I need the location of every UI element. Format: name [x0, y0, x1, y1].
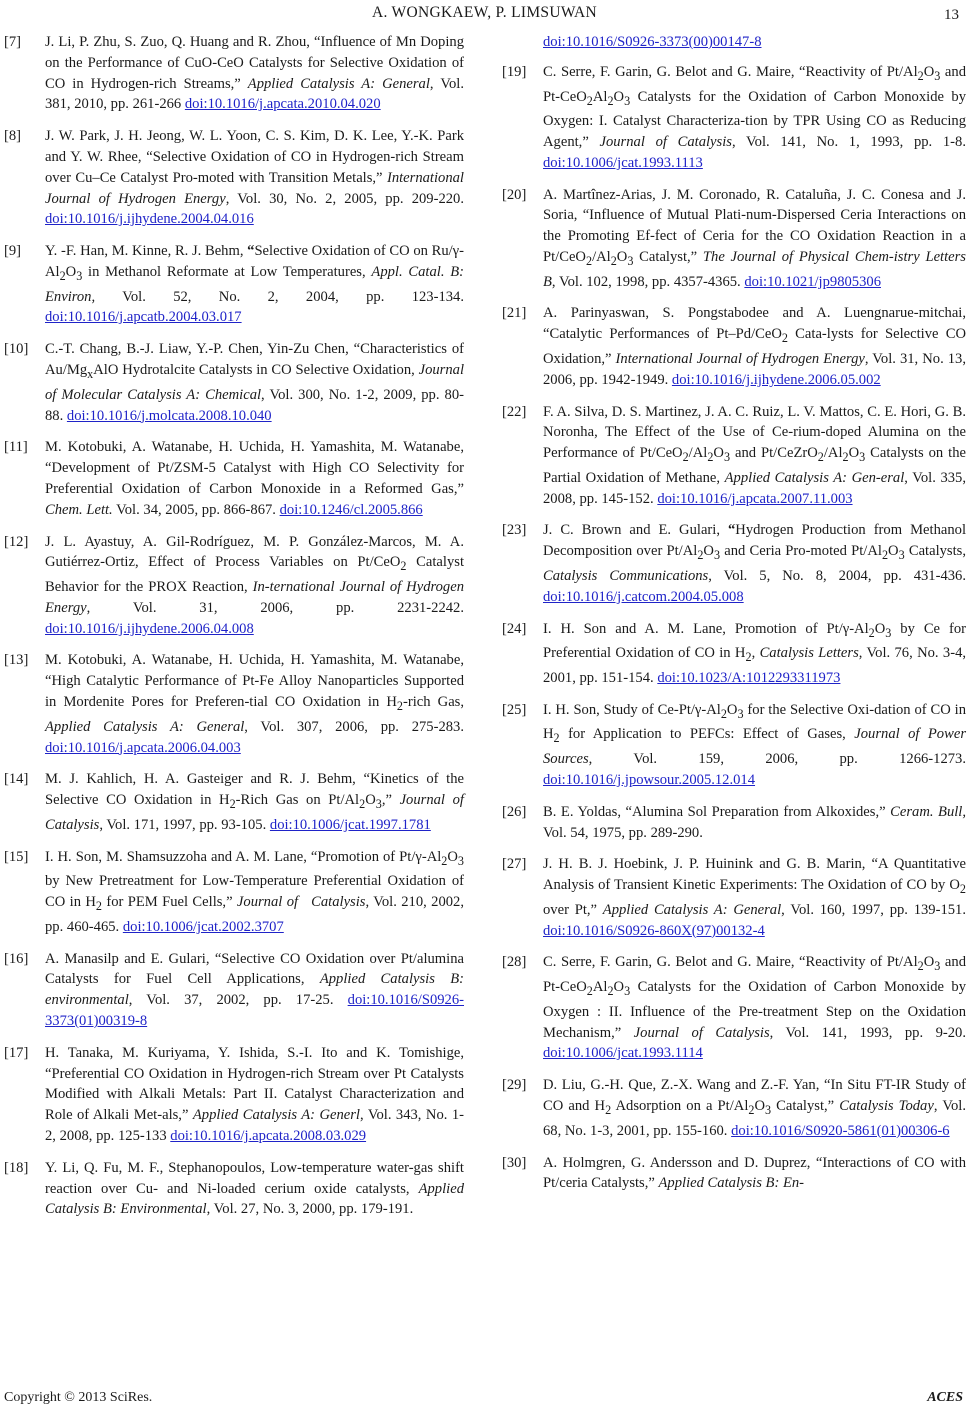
reference-number: [10] — [4, 341, 29, 358]
doi-link[interactable]: doi:10.1016/j.catcom.2004.05.008 — [543, 588, 744, 605]
reference-number: [28] — [502, 954, 527, 971]
reference-text: Y. -F. Han, M. Kinne, R. J. Behm, “Selective Oxidation of CO on $Ru/\gamma-Al_2O_3$ in Methanol Reformate at Low Temperatures, Appl. Catal. B: Environ, Vol. 52, No. 2, 2004, pp. 123-134. doi:10.1016/j.apcatb.2004.03.017 — [45, 243, 465, 326]
doi-link[interactable]: doi:10.1016/j.ijhydene.2004.04.016 — [45, 211, 254, 228]
reference-entry — [4, 126, 464, 230]
reference-text: J. H. B. J. Hoebink, J. P. Huinink and G. B. Marin, “A Quantitative Analysis of Transient Kinetic Experiments: The Oxidation of CO by $O_2$ over Pt,” Applied Catalysis A: General, Vol. 160, 1997, pp. 139-151. doi:10.1016/S0926-860X(97)00132-4 — [543, 856, 966, 939]
doi-link[interactable]: doi:10.1016/j.apcata.2006.04.003 — [45, 739, 241, 756]
doi-link[interactable]: doi:10.1016/j.apcata.2008.03.029 — [170, 1128, 367, 1144]
reference-entry — [4, 949, 464, 1032]
copyright-notice: Copyright © 2013 SciRes. — [4, 1390, 153, 1405]
reference-entry — [502, 1153, 966, 1195]
reference-entry — [502, 303, 966, 390]
doi-link[interactable]: doi:10.1016/j.apcata.2010.04.020 — [184, 96, 381, 113]
doi-link[interactable]: doi:10.1006/jcat.1997.1781 — [269, 816, 431, 833]
reference-text: C.-T. Chang, B.-J. Liaw, Y.-P. Chen, Yin-Zu Chen, “Characteristics of $Au/Mg_xAlO$ Hydrotalcite Catalysts in CO Selective Oxidation, Journal of Molecular Catalysis A: Chemical, Vol. 300, No. 1-2, 2009, pp. 80-88. doi:10.1016/j.molcata.2008.10.040 — [45, 341, 464, 424]
journal-abbreviation: ACES — [927, 1390, 963, 1405]
reference-text: A. Parinyaswan, S. Pongstabodee and A. Luengnarue-mitchai, “Catalytic Performances of Pt–Pd/CeO$_2$ Cata-lysts for Selective CO Oxidation,” International Journal of Hydrogen Energy, Vol. 31, No. 13, 2006, pp. 1942-1949. doi:10.1016/j.ijhydene.2006.05.002 — [543, 305, 966, 388]
doi-link[interactable]: doi:10.1016/j.molcata.2008.10.040 — [66, 407, 272, 424]
reference-entry — [4, 241, 464, 328]
reference-number: [15] — [4, 848, 29, 865]
reference-entry — [4, 650, 464, 758]
reference-entry — [4, 437, 464, 520]
reference-number: [9] — [4, 243, 22, 260]
doi-link[interactable]: doi:10.1016/j.apcata.2007.11.003 — [657, 490, 853, 507]
reference-text: M. Kotobuki, A. Watanabe, H. Uchida, H. Yamashita, M. Watanabe, “High Catalytic Performance of Pt-Fe Alloy Nanoparticles Supported in Mordenite Pores for Preferen-tial CO Oxidation in $H_2$-rich Gas, Applied Catalysis A: General, Vol. 307, 2006, pp. 275-283. doi:10.1016/j.apcata.2006.04.003 — [45, 652, 465, 756]
page-number: 13 — [944, 7, 959, 23]
reference-number: [23] — [502, 522, 527, 539]
doi-link[interactable]: doi:10.1016/S0926-860X(97)00132-4 — [543, 922, 765, 939]
doi-link[interactable]: doi:10.1016/j.apcatb.2004.03.017 — [45, 309, 242, 326]
reference-entry — [4, 32, 464, 115]
reference-text: Y. Li, Q. Fu, M. F., Stephanopoulos, Low-temperature water-gas shift reaction over Cu- and Ni-loaded cerium oxide catalysts, Applied Catalysis B: Environmental, Vol. 27, No. 3, 2000, pp. 179-191. — [45, 1159, 464, 1218]
doi-link[interactable]: doi:10.1016/j.ijhydene.2006.05.002 — [671, 371, 881, 388]
reference-text: J. L. Ayastuy, A. Gil-Rodríguez, M. P. González-Marcos, M. A. Gutiérrez-Ortiz, Effect of Process Variables on Pt/CeO$_2$ Catalyst Behavior for the PROX Reaction, In-ternational Journal of Hydrogen Energy, Vol. 31, 2006, pp. 2231-2242. doi:10.1016/j.ijhydene.2006.04.008 — [45, 533, 464, 637]
doi-link[interactable]: doi:10.1006/jcat.2002.3707 — [122, 918, 284, 935]
reference-number: [19] — [502, 63, 527, 80]
reference-number: [21] — [502, 305, 527, 322]
reference-number: [27] — [502, 856, 527, 873]
reference-number: [24] — [502, 620, 527, 637]
reference-number: [22] — [502, 403, 527, 420]
reference-entry — [502, 952, 966, 1064]
reference-entry — [502, 619, 966, 689]
doi-link[interactable]: doi:10.1023/A:1012293311973 — [657, 669, 841, 686]
reference-number: [14] — [4, 771, 29, 788]
reference-number: [25] — [502, 701, 527, 718]
reference-number: [17] — [4, 1044, 29, 1061]
reference-number: [30] — [502, 1154, 527, 1171]
reference-number: [12] — [4, 533, 29, 550]
reference-text: A. Holmgren, G. Andersson and D. Duprez, “Interactions of CO with Pt/ceria Catalysts,” Applied Catalysis B: En- — [543, 1154, 966, 1192]
reference-text: I. H. Son, Study of $Ce-Pt/\gamma-Al_2O_3$ for the Selective Oxi-dation of CO in $H_2$ for Application to PEFCs: Effect of Gases, Journal of Power Sources, Vol. 159, 2006, pp. 1266-1273. doi:10.1016/j.jpowsour.2005.12.014 — [543, 701, 966, 788]
reference-entry — [502, 185, 966, 293]
doi-link[interactable]: doi:10.1016/S0926-3373(00)00147-8 — [543, 34, 762, 50]
reference-entry — [4, 532, 464, 640]
reference-number: [18] — [4, 1159, 29, 1176]
doi-link[interactable]: doi:10.1006/jcat.1993.1113 — [543, 154, 703, 171]
doi-link[interactable]: doi:10.1006/jcat.1993.1114 — [543, 1045, 703, 1062]
reference-entry — [502, 520, 966, 607]
reference-number: [13] — [4, 652, 29, 669]
reference-number: [11] — [4, 439, 28, 456]
doi-link[interactable]: doi:10.1016/S0926-3373(01)00319-8 — [45, 992, 464, 1030]
reference-text: A. Manasilp and E. Gulari, “Selective CO Oxidation over Pt/alumina Catalysts for Fuel Cell Applications, Applied Catalysis B: environmental, Vol. 37, 2002, pp. 17-25. doi:10.1016/S0926-3373(01)00319-8 — [45, 950, 464, 1030]
doi-link[interactable]: doi:10.1016/j.ijhydene.2006.04.008 — [45, 620, 254, 637]
reference-text: I. H. Son and A. M. Lane, Promotion of $Pt/\gamma-Al_2O_3$ by Ce for Preferential Oxidation of CO in $H_2$, Catalysis Letters, Vol. 76, No. 3-4, 2001, pp. 151-154. doi:10.1023/A:1012293311973 — [543, 620, 967, 686]
references-left-column — [4, 32, 464, 1231]
doi-link[interactable]: doi:10.1016/j.jpowsour.2005.12.014 — [543, 771, 756, 788]
reference-text: J. W. Park, J. H. Jeong, W. L. Yoon, C. S. Kim, D. K. Lee, Y.-K. Park and Y. W. Rhee, “Selective Oxidation of CO in Hydrogen-rich Stream over Cu–Ce Catalyst Pro-moted with Transition Metals,” International Journal of Hydrogen Energy, Vol. 30, No. 2, 2005, pp. 209-220. doi:10.1016/j.ijhydene.2004.04.016 — [45, 128, 464, 228]
reference-entry — [4, 1043, 464, 1147]
reference-number: [29] — [502, 1077, 527, 1094]
reference-number: [20] — [502, 186, 527, 203]
reference-text: C. Serre, F. Garin, G. Belot and G. Maire, “Reactivity of $Pt/Al_2O_3$ and $Pt-CeO_2Al_2O_3$ Catalysts for the Oxidation of Carbon Monoxide by Oxygen: I. Catalyst Characteriza-tion by TPR Using CO as Reducing Agent,” Journal of Catalysis, Vol. 141, No. 1, 1993, pp. 1-8. doi:10.1006/jcat.1993.1113 — [543, 63, 966, 171]
reference-entry — [502, 854, 966, 941]
running-head-authors: A. WONGKAEW, P. LIMSUWAN — [371, 4, 598, 21]
reference-text: F. A. Silva, D. S. Martinez, J. A. C. Ruiz, L. V. Mattos, C. E. Hori, G. B. Noronha, The Effect of the Use of Ce-rium-doped Alumina on the Performance of $Pt/CeO_2/Al_2O_3$ and $Pt/CeZrO_2/Al_2O_3$ Catalysts on the Partial Oxidation of Methane, Applied Catalysis A: Gen-eral, Vol. 335, 2008, pp. 145-152. doi:10.1016/j.apcata.2007.11.003 — [543, 403, 966, 507]
reference-entry — [502, 62, 966, 174]
reference-text: J. C. Brown and E. Gulari, “Hydrogen Production from Methanol Decomposition over $Pt/Al_2O_3$ and Ceria Pro-moted $Pt/Al_2O_3$ Catalysts, Catalysis Communications, Vol. 5, No. 8, 2004, pp. 431-436. doi:10.1016/j.catcom.2004.05.008 — [543, 522, 967, 605]
reference-continuation — [502, 32, 966, 53]
reference-entry — [502, 402, 966, 510]
reference-entry — [4, 769, 464, 835]
reference-text: J. Li, P. Zhu, S. Zuo, Q. Huang and R. Zhou, “Influence of Mn Doping on the Performance of CuO-CeO Catalysts for Selective Oxidation of CO in Hydrogen-rich Streams,” Applied Catalysis A: General, Vol. 381, 2010, pp. 261-266 doi:10.1016/j.apcata.2010.04.020 — [45, 34, 464, 113]
reference-number: [8] — [4, 128, 22, 145]
reference-text: M. J. Kahlich, H. A. Gasteiger and R. J. Behm, “Kinetics of the Selective CO Oxidation in $H_2$-Rich Gas on $Pt/Al_2O_3$,” Journal of Catalysis, Vol. 171, 1997, pp. 93-105. doi:10.1006/jcat.1997.1781 — [45, 771, 464, 833]
reference-entry — [4, 1158, 464, 1220]
reference-number: [26] — [502, 803, 527, 820]
doi-link[interactable]: doi:10.1246/cl.2005.866 — [279, 501, 423, 518]
reference-entry — [502, 700, 966, 791]
doi-link[interactable]: doi:10.1016/S0920-5861(01)00306-6 — [731, 1122, 950, 1139]
reference-entry — [502, 802, 966, 844]
references-right-column — [502, 32, 966, 1205]
reference-entry — [4, 847, 464, 938]
reference-text: H. Tanaka, M. Kuriyama, Y. Ishida, S.-I. Ito and K. Tomishige, “Preferential CO Oxidation in Hydrogen-rich Stream over Pt Catalysts Modified with Alkali Metals: Part II. Catalyst Characterization and Role of Alkali Met-als,” Applied Catalysis A: Generl, Vol. 343, No. 1-2, 2008, pp. 125-133 doi:10.1016/j.apcata.2008.03.029 — [45, 1044, 464, 1144]
reference-text: M. Kotobuki, A. Watanabe, H. Uchida, H. Yamashita, M. Watanabe, “Development of Pt/ZSM-5 Catalyst with High CO Selectivity for Preferential Oxidation of Carbon Monoxide in a Reformed Gas,” Chem. Lett. Vol. 34, 2005, pp. 866-867. doi:10.1246/cl.2005.866 — [45, 439, 464, 518]
reference-number: [16] — [4, 950, 29, 967]
reference-entry — [502, 1075, 966, 1141]
page-header — [0, 4, 969, 24]
reference-number: [7] — [4, 34, 22, 50]
reference-text: C. Serre, F. Garin, G. Belot and G. Maire, “Reactivity of $Pt/Al_2O_3$ and $Pt-CeO_2Al_2O_3$ Catalysts for the Oxidation of Carbon Monoxide by Oxygen : II. Influence of the Pre-treatment Step on the Oxidation Mechanism,” Journal of Catalysis, Vol. 141, 1993, pp. 9-20. doi:10.1006/jcat.1993.1114 — [543, 954, 966, 1062]
reference-text: D. Liu, G.-H. Que, Z.-X. Wang and Z.-F. Yan, “In Situ FT-IR Study of CO and $H_2$ Adsorption on a $Pt/Al_2O_3$ Catalyst,” Catalysis Today, Vol. 68, No. 1-3, 2001, pp. 155-160. doi:10.1016/S0920-5861(01)00306-6 — [543, 1077, 966, 1139]
reference-entry — [4, 339, 464, 426]
doi-link[interactable]: doi:10.1021/jp9805306 — [744, 273, 881, 290]
reference-text: I. H. Son, M. Shamsuzzoha and A. M. Lane, “Promotion of $Pt/\gamma-Al_2O_3$ by New Pretreatment for Low-Temperature Preferential Oxidation of CO in $H_2$ for PEM Fuel Cells,” Journal of Catalysis, Vol. 210, 2002, pp. 460-465. doi:10.1006/jcat.2002.3707 — [45, 848, 464, 935]
page-footer — [0, 1390, 969, 1410]
reference-text: A. Martînez-Arias, J. M. Coronado, R. Cataluña, J. C. Conesa and J. Soria, “Influence of Mutual Plati-num-Dispersed Ceria Interactions on the Promoting Ef-fect of Ceria for the CO Oxidation Reaction in a $Pt/CeO_2/Al_2O_3$ Catalyst,” The Journal of Physical Chem-istry Letters B, Vol. 102, 1998, pp. 4357-4365. doi:10.1021/jp9805306 — [543, 186, 966, 290]
reference-text: B. E. Yoldas, “Alumina Sol Preparation from Alkoxides,” Ceram. Bull, Vol. 54, 1975, pp. 289-290. — [543, 803, 966, 841]
